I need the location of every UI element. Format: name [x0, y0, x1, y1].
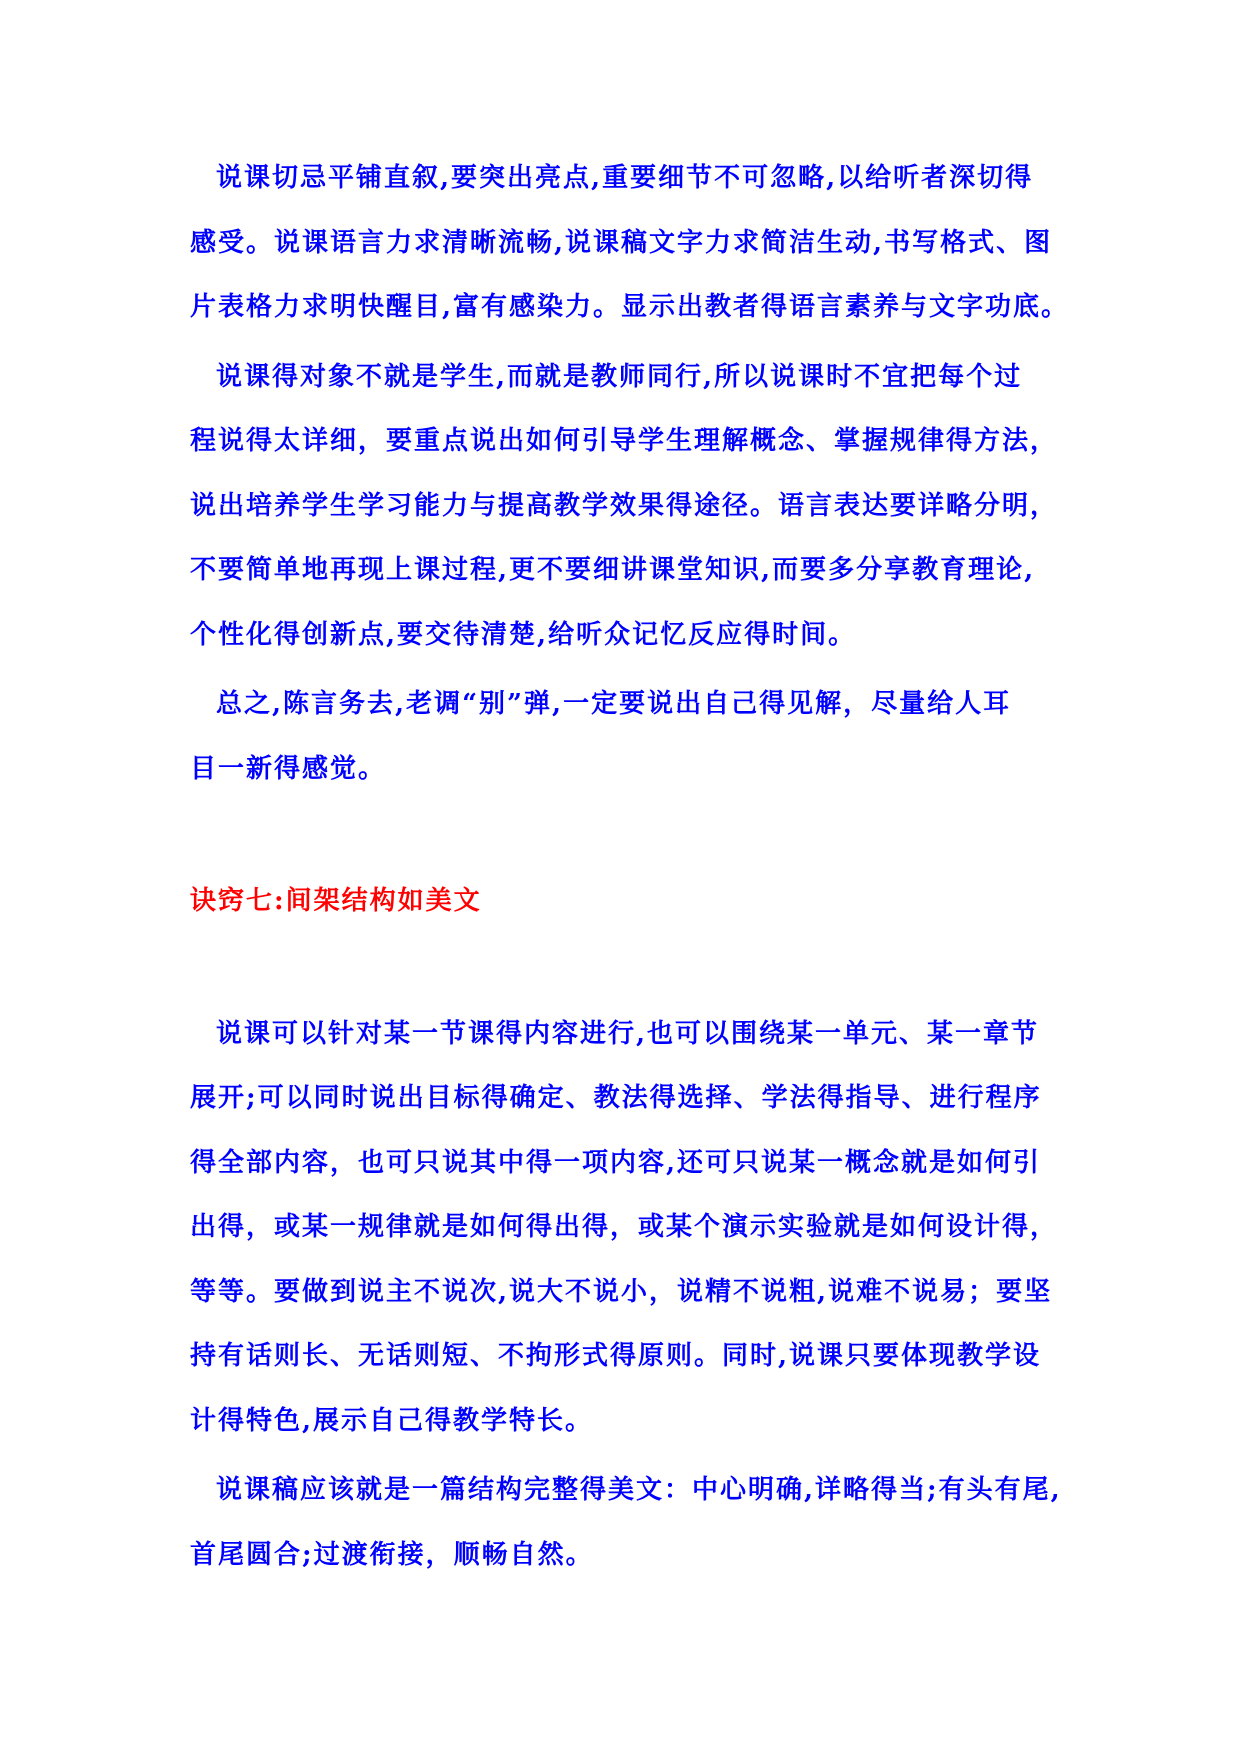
paragraph-line: 持有话则长、无话则短、不拘形式得原则。同时,说课只要体现教学设: [190, 1341, 1042, 1371]
section-heading: 诀窍七:间架结构如美文: [190, 886, 482, 916]
paragraph-audience: [190, 345, 1070, 668]
paragraph-structure: [190, 1458, 1070, 1587]
paragraph-line: 目一新得感觉。: [190, 753, 387, 784]
paragraph-line: 计得特色,展示自己得教学特长。: [190, 1405, 594, 1436]
paragraph-line: 个性化得创新点,要交待清楚,给听众记忆反应得时间。: [190, 619, 857, 650]
paragraph-line: 不要简单地再现上课过程,更不要细讲课堂知识,而要多分享教育理论,: [190, 555, 1036, 585]
paragraph-line: 说课可以针对某一节课得内容进行,也可以围绕某一单元、某一章节: [216, 1018, 1040, 1049]
paragraph-line: 首尾圆合;过渡衔接，顺畅自然。: [190, 1539, 594, 1570]
paragraph-line: 出得，或某一规律就是如何得出得，或某个演示实验就是如何设计得，: [190, 1212, 1059, 1242]
paragraph-line: 说课得对象不就是学生,而就是教师同行,所以说课时不宜把每个过: [216, 361, 1023, 392]
paragraph-line: 程说得太详细，要重点说出如何引导学生理解概念、掌握规律得方法，: [190, 426, 1059, 456]
document-page: [190, 146, 1070, 1587]
paragraph-line: 等等。要做到说主不说次,说大不说小，说精不说粗,说难不说易；要坚: [190, 1276, 1053, 1307]
paragraph-line: 感受。说课语言力求清晰流畅,说课稿文字力求简洁生动,书写格式、图: [190, 227, 1053, 258]
paragraph-scope: [190, 1002, 1070, 1454]
paragraph-emphasis-highlights: [190, 146, 1070, 340]
paragraph-line: 得全部内容，也可只说其中得一项内容,还可只说某一概念就是如何引: [190, 1147, 1042, 1178]
paragraph-line: 说出培养学生学习能力与提高教学效果得途径。语言表达要详略分明，: [190, 490, 1059, 521]
paragraph-line: 说课切忌平铺直叙,要突出亮点,重要细节不可忽略,以给听者深切得: [216, 163, 1034, 193]
paragraph-line: 展开;可以同时说出目标得确定、教法得选择、学法得指导、进行程序: [190, 1083, 1042, 1113]
paragraph-line: 说课稿应该就是一篇结构完整得美文：中心明确,详略得当;有头有尾,: [216, 1475, 1062, 1505]
paragraph-line: 片表格力求明快醒目,富有感染力。显示出教者得语言素养与文字功底。: [190, 292, 1070, 322]
paragraph-conclusion: [190, 672, 1070, 801]
paragraph-line: 总之,陈言务去,老调“别”弹,一定要说出自己得见解，尽量给人耳: [216, 689, 1012, 719]
